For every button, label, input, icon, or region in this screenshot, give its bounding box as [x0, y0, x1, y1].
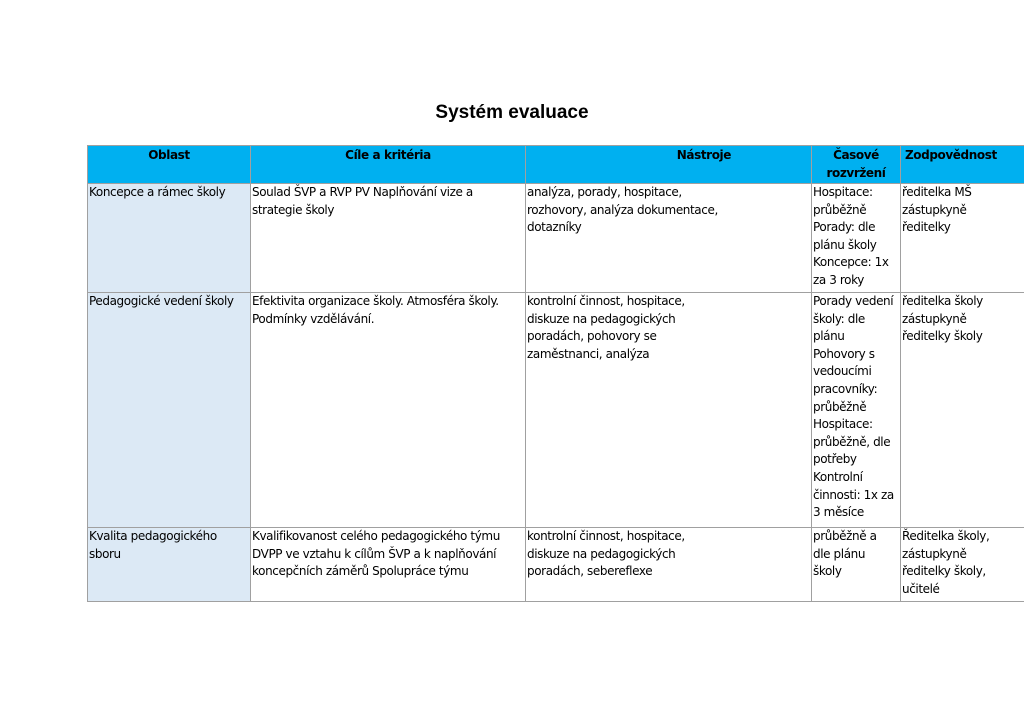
cell-line: školy — [813, 564, 842, 579]
cell-line: Pedagogické vedení školy — [89, 294, 234, 308]
cell-line: kontrolní činnost, hospitace, — [527, 529, 685, 543]
table-row — [88, 528, 1024, 602]
cell-zodpovednost — [901, 184, 1024, 293]
cell-line: ředitelky školy — [902, 329, 983, 344]
cell-line: vedoucími — [813, 364, 872, 379]
cell-line: Hospitace: — [813, 185, 873, 199]
header-casove-line: Časové — [833, 148, 879, 162]
cell-line: sboru — [89, 546, 121, 561]
cell-line: dle plánu — [813, 546, 866, 561]
cell-line: rozhovory, analýza dokumentace, — [527, 202, 718, 217]
cell-line: za 3 roky — [813, 272, 864, 287]
cell-line: ředitelka MŠ — [902, 185, 972, 199]
cell-line: Porady vedení — [813, 294, 894, 308]
cell-line: školy: dle — [813, 311, 865, 326]
cell-casove — [812, 293, 901, 528]
header-zodpovednost: Zodpovědnost — [901, 146, 1024, 184]
cell-line: ředitelky — [902, 220, 951, 235]
cell-line: diskuze na pedagogických — [527, 311, 676, 326]
evaluation-table — [87, 145, 1024, 602]
cell-line: potřeby — [813, 452, 857, 467]
cell-zodpovednost — [901, 293, 1024, 528]
cell-line: poradách, pohovory se — [527, 329, 657, 344]
cell-line: Efektivita organizace školy. Atmosféra školy. — [252, 294, 499, 308]
table-row — [88, 184, 1024, 293]
cell-casove — [812, 184, 901, 293]
header-cile-a-kriteria: Cíle a kritéria — [251, 146, 526, 184]
cell-line: průběžně — [813, 399, 867, 414]
cell-oblast — [88, 293, 251, 528]
cell-line: strategie školy — [252, 202, 335, 217]
cell-line: Hospitace: — [813, 417, 873, 432]
cell-line: průběžně a — [813, 529, 877, 543]
cell-zodpovednost — [901, 528, 1024, 602]
cell-line: Pohovory s — [813, 346, 875, 361]
cell-line: DVPP ve vztahu k cílům ŠVP a k naplňování — [252, 546, 497, 561]
cell-cile — [251, 184, 526, 293]
cell-line: Soulad ŠVP a RVP PV Naplňování vize a — [252, 185, 473, 199]
cell-line: kontrolní činnost, hospitace, — [527, 294, 685, 308]
table-row — [88, 293, 1024, 528]
cell-line: Ředitelka školy, — [902, 529, 990, 543]
cell-casove — [812, 528, 901, 602]
cell-line: průběžně, dle — [813, 434, 891, 449]
table-header-row — [88, 146, 1024, 184]
cell-line: plánu školy — [813, 237, 877, 252]
cell-line: učitelé — [902, 581, 940, 596]
cell-line: zaměstnanci, analýza — [527, 346, 650, 361]
cell-nastroje — [526, 528, 812, 602]
cell-line: Koncepce a rámec školy — [89, 185, 226, 199]
cell-line: Koncepce: 1x — [813, 255, 889, 270]
cell-line: pracovníky: — [813, 381, 878, 396]
cell-line: Kontrolní — [813, 469, 863, 484]
cell-oblast — [88, 528, 251, 602]
cell-nastroje — [526, 293, 812, 528]
cell-line: zástupkyně — [902, 202, 967, 217]
header-casove-line: rozvržení — [826, 165, 886, 180]
cell-line: zástupkyně — [902, 546, 967, 561]
cell-line: činnosti: 1x za — [813, 487, 894, 502]
cell-cile — [251, 528, 526, 602]
cell-cile — [251, 293, 526, 528]
cell-line: Podmínky vzdělávání. — [252, 311, 375, 326]
cell-line: plánu — [813, 329, 845, 344]
cell-line: průběžně — [813, 202, 867, 217]
cell-line: diskuze na pedagogických — [527, 546, 676, 561]
page-title: Systém evaluace — [435, 102, 589, 123]
cell-line: ředitelka školy — [902, 294, 983, 308]
cell-line: Porady: dle — [813, 220, 876, 235]
cell-line: analýza, porady, hospitace, — [527, 185, 682, 199]
cell-line: ředitelky školy, — [902, 564, 986, 579]
cell-line: Kvalifikovanost celého pedagogického týmu — [252, 529, 500, 543]
cell-line: 3 měsíce — [813, 505, 864, 520]
cell-line: koncepčních záměrů Spolupráce týmu — [252, 564, 469, 579]
cell-line: poradách, sebereflexe — [527, 564, 653, 579]
header-casove-rozvrzeni — [812, 146, 901, 184]
cell-line: Kvalita pedagogického — [89, 529, 217, 543]
cell-line: dotazníky — [527, 220, 582, 235]
cell-nastroje — [526, 184, 812, 293]
cell-oblast — [88, 184, 251, 293]
header-nastroje: Nástroje — [526, 146, 812, 184]
header-oblast: Oblast — [88, 146, 251, 184]
cell-line: zástupkyně — [902, 311, 967, 326]
